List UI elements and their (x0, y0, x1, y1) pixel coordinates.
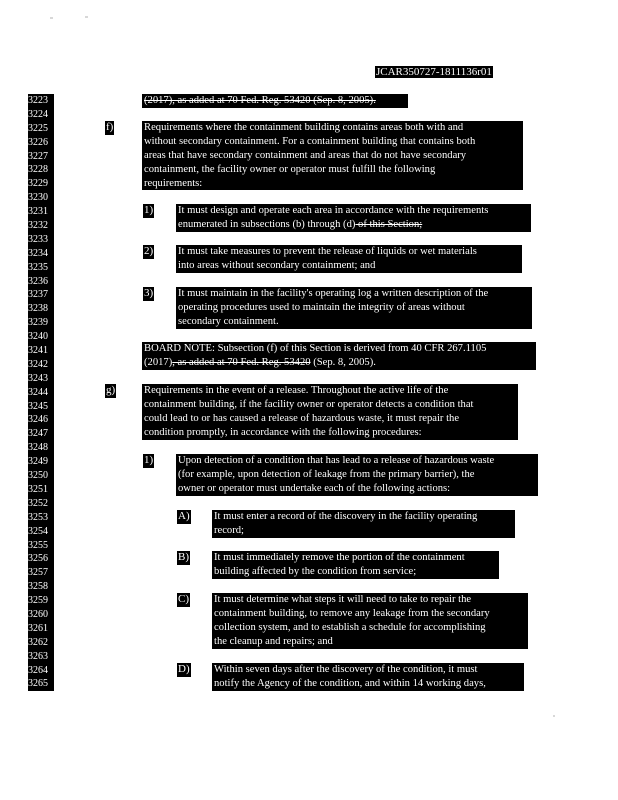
line-number: 3258 (28, 581, 48, 593)
subsection-f-text (142, 121, 523, 190)
line-number: 3228 (28, 164, 48, 176)
line-number: 3264 (28, 664, 48, 676)
subsection-g1C-text (212, 593, 528, 649)
prior-board-note-end (142, 94, 408, 108)
text-line: condition promptly, in accordance with the following procedures: (144, 426, 422, 438)
line-number: 3257 (28, 567, 48, 579)
subsection-g1D-text (212, 663, 524, 691)
line-number: 3224 (28, 108, 48, 120)
scan-speck (85, 16, 88, 18)
text-line: It must determine what steps it will need to take to repair the (214, 594, 472, 605)
line-number: 3250 (28, 470, 48, 482)
line-number: 3236 (28, 275, 48, 287)
text-line: It must enter a record of the discovery in the facility operating (214, 511, 478, 522)
line-number: 3235 (28, 261, 48, 273)
line-number: 3233 (28, 233, 48, 245)
subsection-f1-text (176, 204, 531, 232)
text-line: It must maintain in the facility's operating log a written description of the (178, 288, 489, 299)
text-line: operating procedures used to maintain the integrity of areas without (178, 301, 465, 313)
text-line: containment, the facility owner or operator must fulfill the following (144, 163, 436, 175)
text-line: containment building, if the facility owner or operator detects a condition that (144, 398, 474, 410)
subsection-g1A-label: A) (178, 510, 190, 522)
line-number: 3260 (28, 608, 48, 620)
subsection-f2-text (176, 245, 522, 273)
line-number: 3226 (28, 136, 48, 148)
subsection-f3-label: 3) (144, 287, 154, 299)
line-number: 3240 (28, 331, 48, 343)
text-line: building affected by the condition from service; (214, 565, 417, 577)
struck-text: , as added at 70 Fed. Reg. 53420 (172, 356, 311, 368)
subsection-g1C-label: C) (178, 593, 189, 605)
text-line: BOARD NOTE: Subsection (f) of this Section is derived from 40 CFR 267.1105 (144, 343, 487, 354)
text-line: could lead to or has caused a release of hazardous waste, it must repair the (144, 412, 460, 424)
text-segment: (Sep. 8, 2005). (310, 356, 376, 368)
text-line: It must take measures to prevent the release of liquids or wet materials (178, 246, 477, 257)
text-line: (for example, upon detection of leakage from the primary barrier), the (178, 468, 475, 480)
line-number: 3238 (28, 303, 48, 315)
subsection-g-text (142, 384, 518, 440)
prior-board-note-text: (2017), as added at 70 Fed. Reg. 53420 (Sep. 8, 2005). (144, 95, 376, 106)
line-number: 3263 (28, 650, 48, 662)
text-line: Requirements in the event of a release. Throughout the active life of the (144, 385, 449, 396)
document-id: JCAR350727-1811136r01 (376, 66, 492, 78)
scan-speck (553, 715, 555, 717)
board-note (142, 342, 536, 370)
line-number-column (28, 94, 54, 691)
text-segment: enumerated in subsections (b) through (d) (178, 218, 356, 230)
line-number: 3244 (28, 386, 48, 398)
line-number: 3230 (28, 192, 48, 204)
text-line: notify the Agency of the condition, and within 14 working days, (214, 677, 486, 689)
line-number: 3246 (28, 414, 48, 426)
line-number: 3241 (28, 345, 48, 357)
line-number: 3254 (28, 525, 48, 537)
line-number: 3223 (28, 95, 48, 106)
subsection-f3-text (176, 287, 532, 329)
subsection-f2-label: 2) (144, 245, 154, 257)
text-line: secondary containment. (178, 315, 279, 327)
subsection-g1B-label: B) (178, 551, 189, 563)
line-number: 3262 (28, 636, 48, 648)
line-number: 3247 (28, 428, 48, 440)
line-number: 3239 (28, 317, 48, 329)
line-number: 3227 (28, 150, 48, 162)
line-number: 3259 (28, 595, 48, 607)
line-number: 3248 (28, 442, 48, 454)
line-number: 3252 (28, 497, 48, 509)
text-line: It must immediately remove the portion of the containment (214, 552, 465, 563)
line-number: 3231 (28, 206, 48, 218)
subsection-g1A-text (212, 510, 515, 538)
text-line (178, 218, 529, 232)
subsection-g1D-label: D) (178, 663, 190, 675)
text-line: Upon detection of a condition that has lead to a release of hazardous waste (178, 455, 495, 466)
text-line: Within seven days after the discovery of the condition, it must (214, 664, 478, 675)
subsection-g1-label: 1) (144, 454, 154, 466)
subsection-f1-label: 1) (144, 204, 154, 216)
text-line: without secondary containment. For a containment building that contains both (144, 135, 476, 147)
text-line: Requirements where the containment building contains areas both with and (144, 122, 464, 133)
line-number: 3243 (28, 372, 48, 384)
text-line: collection system, and to establish a schedule for accomplishing (214, 621, 486, 633)
line-number: 3225 (28, 122, 48, 134)
text-line: record; (214, 524, 244, 536)
subsection-f-label: f) (106, 121, 114, 133)
line-number: 3234 (28, 247, 48, 259)
subsection-g1B-text (212, 551, 499, 579)
text-line: It must design and operate each area in accordance with the requirements (178, 205, 489, 216)
text-segment: (2017) (144, 356, 173, 368)
text-line: the cleanup and repairs; and (214, 635, 333, 647)
line-number: 3265 (28, 678, 48, 690)
line-number: 3229 (28, 178, 48, 190)
line-number: 3253 (28, 511, 48, 523)
line-number: 3242 (28, 358, 48, 370)
line-number: 3255 (28, 539, 48, 551)
line-number: 3261 (28, 622, 48, 634)
line-number: 3237 (28, 289, 48, 301)
line-number: 3249 (28, 456, 48, 468)
subsection-g1-text (176, 454, 538, 496)
scan-speck (50, 17, 53, 19)
line-number: 3245 (28, 400, 48, 412)
text-line: containment building, to remove any leakage from the secondary (214, 607, 490, 619)
text-line (144, 356, 388, 370)
line-number: 3256 (28, 553, 48, 565)
line-number: 3251 (28, 483, 48, 495)
subsection-g-label: g) (106, 384, 116, 396)
text-line: requirements: (144, 177, 203, 189)
text-line: owner or operator must undertake each of the following actions: (178, 482, 451, 494)
struck-text: of this Section; (355, 218, 423, 230)
text-line: into areas without secondary containment; and (178, 259, 376, 271)
line-number: 3232 (28, 220, 48, 232)
text-line: areas that have secondary containment and areas that do not have secondary (144, 149, 467, 161)
